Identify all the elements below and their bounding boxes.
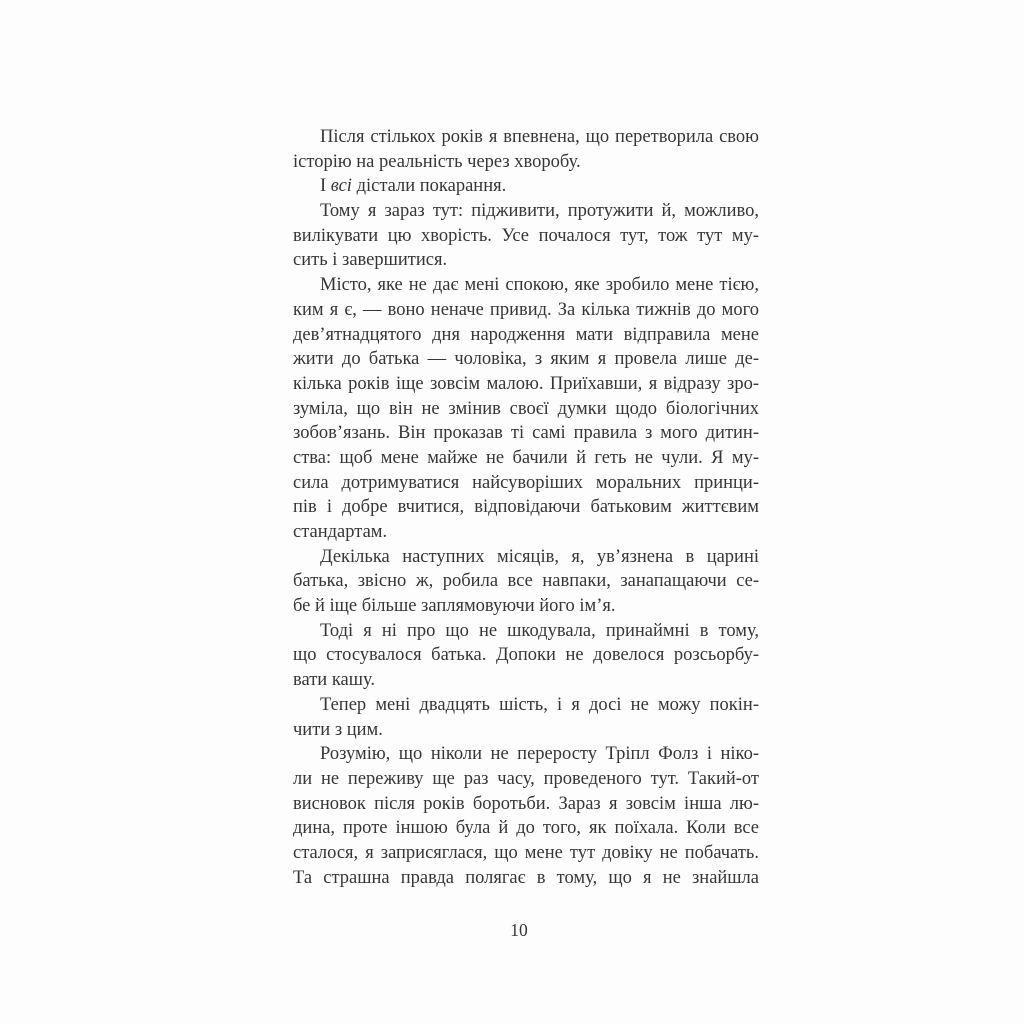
text-segment: зуміла, що він не змінив своєї думки щодо біологічних: [293, 398, 759, 419]
text-line: [293, 693, 759, 718]
text-line: [293, 421, 759, 446]
text-line: [293, 372, 759, 397]
text-segment: Декілька наступних місяців, я, ув’язнена в царині: [320, 546, 759, 567]
text-line: [293, 224, 759, 249]
text-segment: сила дотримуватися найсуворіших моральних принци-: [293, 472, 759, 493]
text-line: [293, 199, 759, 224]
text-line: [293, 866, 759, 891]
text-line: [293, 150, 759, 175]
text-segment: І: [320, 176, 331, 197]
text-line: [293, 273, 759, 298]
text-segment: вати кашу.: [293, 670, 376, 691]
text-line: [293, 125, 759, 150]
text-segment: висновок після років боротьби. Зараз я зовсім інша лю-: [293, 793, 759, 814]
paragraph: [293, 199, 759, 273]
text-line: [293, 471, 759, 496]
text-segment: бе й іще більше заплямовуючи його ім’я.: [293, 596, 616, 617]
page-text-block: [293, 125, 759, 890]
text-line: [293, 619, 759, 644]
paragraph: [293, 545, 759, 619]
text-segment: батька, звісно ж, робила все навпаки, занапащаючи се-: [293, 571, 759, 592]
text-line: [293, 594, 759, 619]
text-segment: Місто, яке не дає мені спокою, яке зробило мене тією,: [320, 275, 759, 296]
text-segment: кілька років іще зовсім малою. Приїхавши, я відразу зро-: [293, 373, 759, 394]
text-segment: дев’ятнадцятого дня народження мати відправила мене: [293, 324, 759, 345]
paragraph: [293, 273, 759, 545]
paragraph: [293, 693, 759, 742]
text-line: [293, 668, 759, 693]
paragraph: [293, 619, 759, 693]
text-line: [293, 841, 759, 866]
text-segment: історію на реальність через хворобу.: [293, 151, 581, 172]
text-segment: Після стількох років я впевнена, що перетворила свою: [320, 127, 759, 147]
text-line: [293, 742, 759, 767]
text-line: [293, 545, 759, 570]
text-segment: ли не переживу ще раз часу, проведеного тут. Такий-от: [293, 768, 759, 789]
text-line: [293, 520, 759, 545]
text-segment: дина, проте іншою була й до того, як поїхала. Коли все: [293, 818, 759, 839]
text-segment: стандартам.: [293, 522, 388, 542]
text-segment: всі: [330, 176, 352, 197]
text-line: [293, 718, 759, 743]
text-line: [293, 397, 759, 422]
page-number: 10: [510, 920, 528, 940]
text-segment: ким я є, — воно неначе привид. За кілька тижнів до мого: [293, 299, 759, 320]
text-segment: Тоді я ні про що не шкодувала, принаймні в тому,: [320, 620, 759, 641]
text-segment: Розумію, що ніколи не переросту Тріпл Фолз і ніко-: [320, 744, 759, 765]
text-line: [293, 792, 759, 817]
text-segment: зобов’язань. Він проказав ті самі правила з мого дитин-: [293, 423, 759, 444]
text-segment: що стосувалося батька. Допоки не довелося розсьорбу-: [293, 645, 759, 666]
text-segment: чити з цим.: [293, 719, 383, 740]
text-segment: сталося, я заприсяглася, що мене тут довіку не побачать.: [293, 842, 759, 863]
text-line: [293, 323, 759, 348]
text-line: [293, 174, 759, 199]
paragraph: [293, 125, 759, 174]
text-segment: вилікувати цю хворість. Усе почалося тут, тож тут му-: [293, 225, 759, 246]
text-line: [293, 248, 759, 273]
text-segment: Тепер мені двадцять шість, і я досі не можу покін-: [320, 694, 759, 715]
paragraph: [293, 174, 759, 199]
paragraph: [293, 742, 759, 890]
text-line: [293, 767, 759, 792]
text-line: [293, 298, 759, 323]
text-line: [293, 816, 759, 841]
text-segment: жити до батька — чоловіка, з яким я провела лише де-: [293, 349, 759, 370]
text-segment: дістали покарання.: [351, 176, 507, 197]
text-segment: сить і завершитися.: [293, 250, 448, 271]
text-line: [293, 446, 759, 471]
text-segment: ства: щоб мене майже не бачили й геть не чули. Я му-: [293, 447, 759, 468]
text-line: [293, 569, 759, 594]
text-segment: Та страшна правда полягає в тому, що я не знайшла: [293, 867, 759, 888]
text-line: [293, 643, 759, 668]
text-line: [293, 347, 759, 372]
text-segment: пів і добре вчитися, відповідаючи батьковим життєвим: [293, 497, 759, 518]
text-line: [293, 495, 759, 520]
text-segment: Тому я зараз тут: підживити, протужити й, можливо,: [320, 201, 759, 222]
